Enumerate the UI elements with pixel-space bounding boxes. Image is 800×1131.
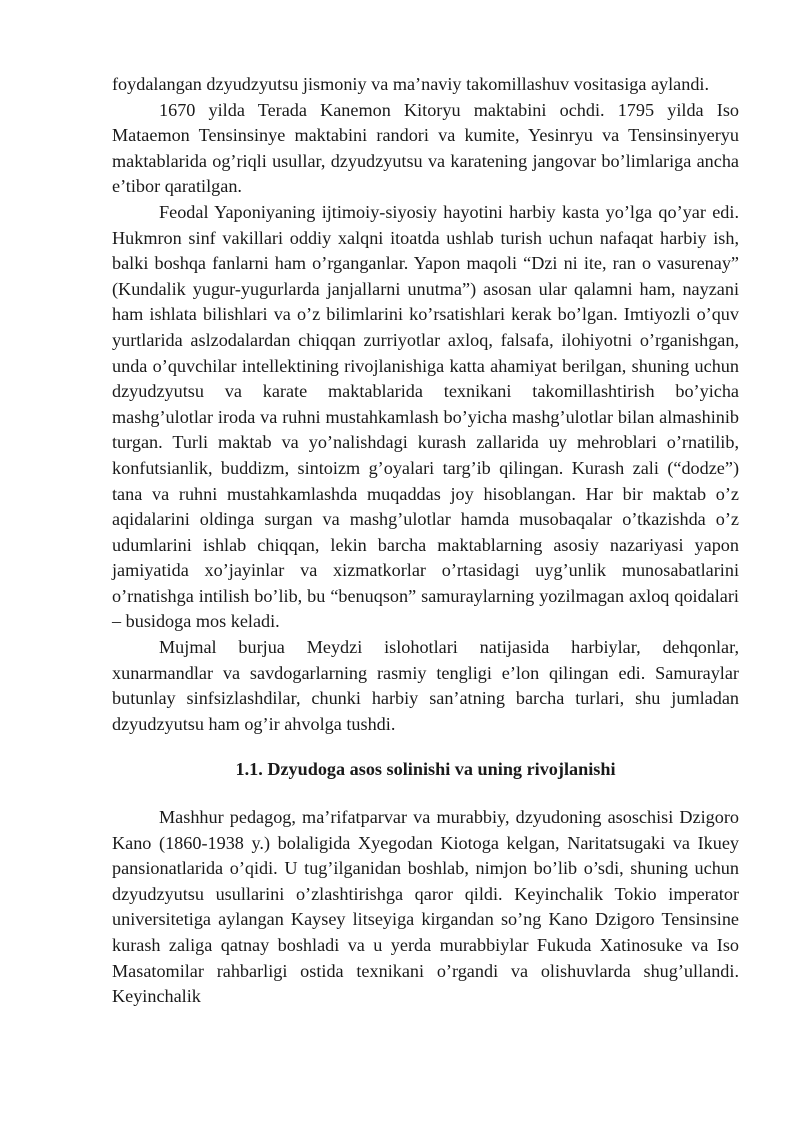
document-page bbox=[112, 72, 739, 1010]
paragraph-3: Feodal Yaponiyaning ijtimoiy-siyosiy hayotini harbiy kasta yo’lga qo’yar edi. Hukmron sinf vakillari oddiy xalqni itoatda ushlab turish uchun nafaqat harbiy ish, balki boshqa fanlarni ham o’rganganlar. Yapon maqoli “Dzi ni ite, ran o vasurenay” (Kundalik yugur-yugurlarda janjallarni unutma”) asosan ular qalamni ham, nayzani ham ishlata bilishlari va o’z bilimlarini ko’rsatishlari kerak bo’lgan. Imtiyozli o’quv yurtlarida aslzodalardan chiqqan zurriyotlar axloq, falsafa, ilohiyotni o’rganishgan, unda o’quvchilar intellektining rivojlanishiga katta ahamiyat berilgan, shuning uchun dzyudzyutsu va karate maktablarida texnikani takomillashtirish bo’yicha mashg’ulotlar iroda va ruhni mustahkamlash bo’yicha mashg’ulotlar bilan almashinib turgan. Turli maktab va yo’nalishdagi kurash zallarida uy mehroblari o’rnatilib, konfutsianlik, buddizm, sintoizm g’oyalari targ’ib qilingan. Kurash zali (“dodze”) tana va ruhni mustahkamlashda muqaddas joy hisoblangan. Har bir maktab o’z aqidalarini oldinga surgan va mashg’ulotlar hamda musobaqalar o’tkazishda o’z udumlarini ishlab chiqqan, lekin barcha maktablarning asosiy nazariyasi yapon jamiyatida xo’jayinlar va xizmatkorlar o’rtasidagi uyg’unlik munosabatlarini o’rnatishga intilish bo’lib, bu “benuqson” samuraylarning yozilmagan axloq qoidalari – busidoga mos keladi. bbox=[112, 201, 739, 632]
paragraph-2: 1670 yilda Terada Kanemon Kitoryu maktabini ochdi. 1795 yilda Iso Mataemon Tensinsinye maktabini randori va kumite, Yesinryu va Tensinsinyeryu maktablarida og’riqli usullar, dzyudzyutsu va karatening jangovar bo’limlariga ancha e’tibor qaratilgan. bbox=[112, 99, 739, 197]
paragraph-4: Mujmal burjua Meydzi islohotlari natijasida harbiylar, dehqonlar, xunarmandlar va savdogarlarning rasmiy tengligi e’lon qilingan edi. Samuraylar butunlay sinfsizlashdilar, chunki harbiy san’atning barcha turlari, shu jumladan dzyudzyutsu ham og’ir ahvolga tushdi. bbox=[112, 637, 739, 734]
paragraph-1: foydalangan dzyudzyutsu jismoniy va ma’naviy takomillashuv vositasiga aylandi. bbox=[112, 74, 710, 94]
paragraph-5: Mashhur pedagog, ma’rifatparvar va murabbiy, dzyudoning asoschisi Dzigoro Kano (1860-1938 y.) bolaligida Xyegodan Kiotoga kelgan, Naritatsugaki va Ikuey pansionatlarida o’qidi. U tug’ilganidan boshlab, nimjon bo’lib o’sdi, shuning uchun dzyudzyutsu usullarini o’zlashtirishga qaror qildi. Keyinchalik Tokio imperator universitetiga aylangan Kaysey litseyiga kirgandan so’ng Kano Dzigoro Tensinsine kurash zaliga qatnay boshladi va u yerda murabbiylar Fukuda Xatinosuke va Iso Masatomilar rahbarligi ostida texnikani o’rgandi va olishuvlarda shug’ullandi. Keyinchalik bbox=[112, 807, 739, 1007]
section-heading: 1.1. Dzyudoga asos solinishi va uning rivojlanishi bbox=[235, 759, 616, 780]
